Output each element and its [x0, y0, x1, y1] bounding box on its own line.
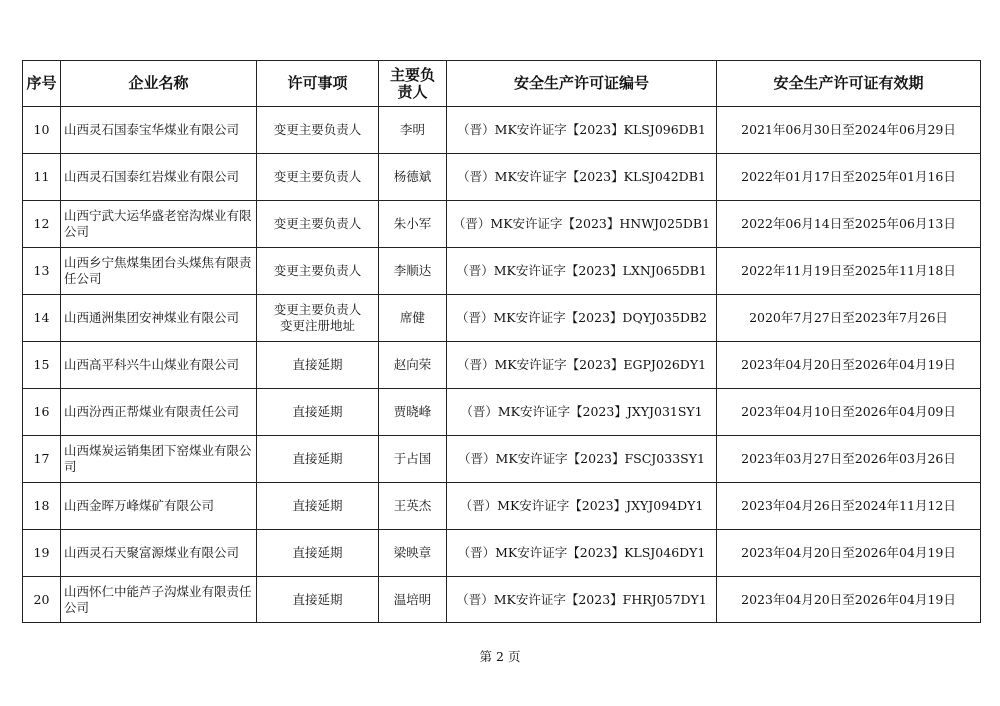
- cell-no: 16: [23, 389, 61, 436]
- cell-no: 14: [23, 295, 61, 342]
- cell-person: 贾晓峰: [379, 389, 447, 436]
- cell-company: 山西灵石国泰宝华煤业有限公司: [61, 107, 257, 154]
- cell-person: 李明: [379, 107, 447, 154]
- cell-no: 17: [23, 436, 61, 483]
- cell-person: 于占国: [379, 436, 447, 483]
- cell-validity: 2023年04月20日至2026年04月19日: [717, 530, 981, 577]
- cell-code: （晋）MK安许证字【2023】FHRJ057DY1: [447, 577, 717, 623]
- cell-item: 直接延期: [257, 389, 379, 436]
- cell-no: 18: [23, 483, 61, 530]
- cell-code: （晋）MK安许证字【2023】LXNJ065DB1: [447, 248, 717, 295]
- table-row: [23, 577, 981, 623]
- cell-person: 温培明: [379, 577, 447, 623]
- header-company: 企业名称: [61, 61, 257, 107]
- table-row: [23, 295, 981, 342]
- cell-company: 山西汾西正帮煤业有限责任公司: [61, 389, 257, 436]
- cell-company: 山西宁武大运华盛老窑沟煤业有限公司: [61, 201, 257, 248]
- cell-no: 13: [23, 248, 61, 295]
- cell-company: 山西灵石国泰红岩煤业有限公司: [61, 154, 257, 201]
- cell-code: （晋）MK安许证字【2023】DQYJ035DB2: [447, 295, 717, 342]
- header-item: 许可事项: [257, 61, 379, 107]
- cell-code: （晋）MK安许证字【2023】JXYJ094DY1: [447, 483, 717, 530]
- table-header-row: [23, 61, 981, 107]
- cell-person: 梁映章: [379, 530, 447, 577]
- cell-code: （晋）MK安许证字【2023】KLSJ096DB1: [447, 107, 717, 154]
- cell-validity: 2023年04月10日至2026年04月09日: [717, 389, 981, 436]
- cell-item: 变更主要负责人: [257, 107, 379, 154]
- cell-no: 19: [23, 530, 61, 577]
- cell-item: 变更主要负责人: [257, 248, 379, 295]
- cell-validity: 2023年03月27日至2026年03月26日: [717, 436, 981, 483]
- header-person: 主要负责人: [379, 61, 447, 107]
- cell-code: （晋）MK安许证字【2023】KLSJ042DB1: [447, 154, 717, 201]
- cell-validity: 2020年7月27日至2023年7月26日: [717, 295, 981, 342]
- cell-code: （晋）MK安许证字【2023】EGPJ026DY1: [447, 342, 717, 389]
- cell-company: 山西通洲集团安神煤业有限公司: [61, 295, 257, 342]
- cell-validity: 2023年04月20日至2026年04月19日: [717, 577, 981, 623]
- cell-no: 11: [23, 154, 61, 201]
- cell-validity: 2023年04月20日至2026年04月19日: [717, 342, 981, 389]
- cell-company: 山西灵石天聚富源煤业有限公司: [61, 530, 257, 577]
- cell-code: （晋）MK安许证字【2023】JXYJ031SY1: [447, 389, 717, 436]
- cell-no: 20: [23, 577, 61, 623]
- cell-company: 山西乡宁焦煤集团台头煤焦有限责任公司: [61, 248, 257, 295]
- cell-item: 直接延期: [257, 483, 379, 530]
- cell-no: 12: [23, 201, 61, 248]
- cell-code: （晋）MK安许证字【2023】KLSJ046DY1: [447, 530, 717, 577]
- cell-validity: 2022年11月19日至2025年11月18日: [717, 248, 981, 295]
- cell-person: 赵向荣: [379, 342, 447, 389]
- table-row: [23, 436, 981, 483]
- cell-no: 10: [23, 107, 61, 154]
- table-row: [23, 530, 981, 577]
- cell-no: 15: [23, 342, 61, 389]
- cell-company: 山西金晖万峰煤矿有限公司: [61, 483, 257, 530]
- cell-validity: 2022年01月17日至2025年01月16日: [717, 154, 981, 201]
- header-code: 安全生产许可证编号: [447, 61, 717, 107]
- cell-person: 席健: [379, 295, 447, 342]
- cell-person: 朱小军: [379, 201, 447, 248]
- cell-person: 杨德斌: [379, 154, 447, 201]
- cell-company: 山西高平科兴牛山煤业有限公司: [61, 342, 257, 389]
- cell-company: 山西怀仁中能芦子沟煤业有限责任公司: [61, 577, 257, 623]
- cell-person: 王英杰: [379, 483, 447, 530]
- cell-item: 直接延期: [257, 530, 379, 577]
- header-validity: 安全生产许可证有效期: [717, 61, 981, 107]
- table-row: [23, 342, 981, 389]
- cell-person: 李顺达: [379, 248, 447, 295]
- table-row: [23, 154, 981, 201]
- cell-item: 变更主要负责人 变更注册地址: [257, 295, 379, 342]
- table-row: [23, 107, 981, 154]
- page-number: 第 2 页: [479, 649, 521, 664]
- cell-company: 山西煤炭运销集团下窑煤业有限公司: [61, 436, 257, 483]
- table-row: [23, 483, 981, 530]
- table-body: [23, 107, 981, 623]
- cell-item: 直接延期: [257, 342, 379, 389]
- cell-item: 直接延期: [257, 577, 379, 623]
- table-row: [23, 389, 981, 436]
- header-no: 序号: [23, 61, 61, 107]
- cell-item: 变更主要负责人: [257, 154, 379, 201]
- cell-item: 变更主要负责人: [257, 201, 379, 248]
- permit-table: [22, 60, 981, 623]
- cell-item: 直接延期: [257, 436, 379, 483]
- cell-validity: 2021年06月30日至2024年06月29日: [717, 107, 981, 154]
- cell-validity: 2023年04月26日至2024年11月12日: [717, 483, 981, 530]
- table-row: [23, 201, 981, 248]
- cell-validity: 2022年06月14日至2025年06月13日: [717, 201, 981, 248]
- cell-code: （晋）MK安许证字【2023】FSCJ033SY1: [447, 436, 717, 483]
- table-row: [23, 248, 981, 295]
- cell-code: （晋）MK安许证字【2023】HNWJ025DB1: [447, 201, 717, 248]
